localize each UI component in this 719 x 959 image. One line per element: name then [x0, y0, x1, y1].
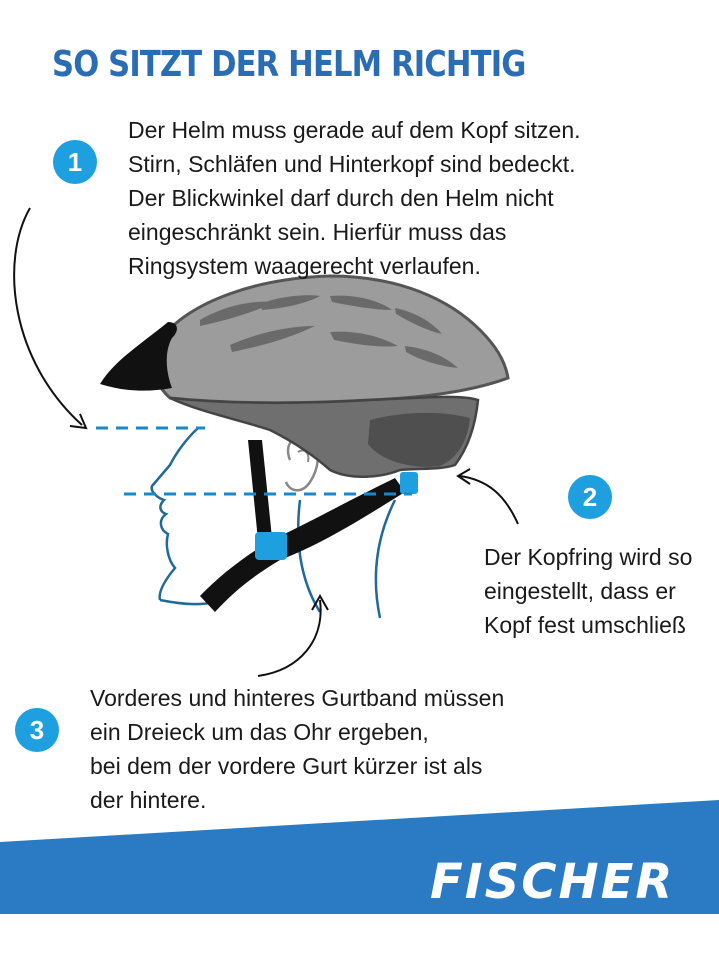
step-3-text [90, 681, 504, 817]
step-1-line: eingeschränkt sein. Hierfür muss das [128, 219, 507, 245]
face-profile [152, 428, 198, 600]
page-title: SO SITZT DER HELM RICHTIG [52, 44, 526, 85]
step-3-line: bei dem der vordere Gurt kürzer ist als [90, 753, 483, 779]
ring-adjuster [400, 472, 418, 494]
logo-clip [0, 840, 719, 920]
neck-back [298, 500, 320, 612]
strap-buckle [255, 532, 287, 560]
step-3-line: ein Dreieck um das Ohr ergeben, [90, 719, 429, 745]
arrow-to-forehead [14, 208, 82, 425]
step-1-text [128, 113, 581, 283]
step-1-badge: 1 [53, 140, 97, 184]
step-2-text [484, 540, 719, 642]
step-1-line: Stirn, Schläfen und Hinterkopf sind bedeckt. [128, 151, 576, 177]
neck-nape [376, 500, 395, 618]
helmet-shell [153, 276, 508, 403]
step-2-line: eingestellt, dass er [484, 578, 676, 604]
step-2-line: Der Kopfring wird so [484, 544, 693, 570]
rear-strap [200, 478, 405, 612]
step-2-badge: 2 [568, 475, 612, 519]
step-1-line: Ringsystem waagerecht verlaufen. [128, 253, 481, 279]
arrow-to-straps [258, 600, 321, 676]
step-1-line: Der Helm muss gerade auf dem Kopf sitzen. [128, 117, 581, 143]
fischer-logo: FISCHER [430, 854, 675, 910]
step-3-line: Vorderes und hinteres Gurtband müssen [90, 685, 505, 711]
step-3-badge: 3 [15, 708, 59, 752]
step-3-line: der hintere. [90, 787, 207, 813]
front-strap [248, 440, 272, 540]
step-2-line: Kopf fest umschließ [484, 612, 686, 638]
helmet-visor [100, 322, 177, 391]
step-1-line: Der Blickwinkel darf durch den Helm nicht [128, 185, 554, 211]
